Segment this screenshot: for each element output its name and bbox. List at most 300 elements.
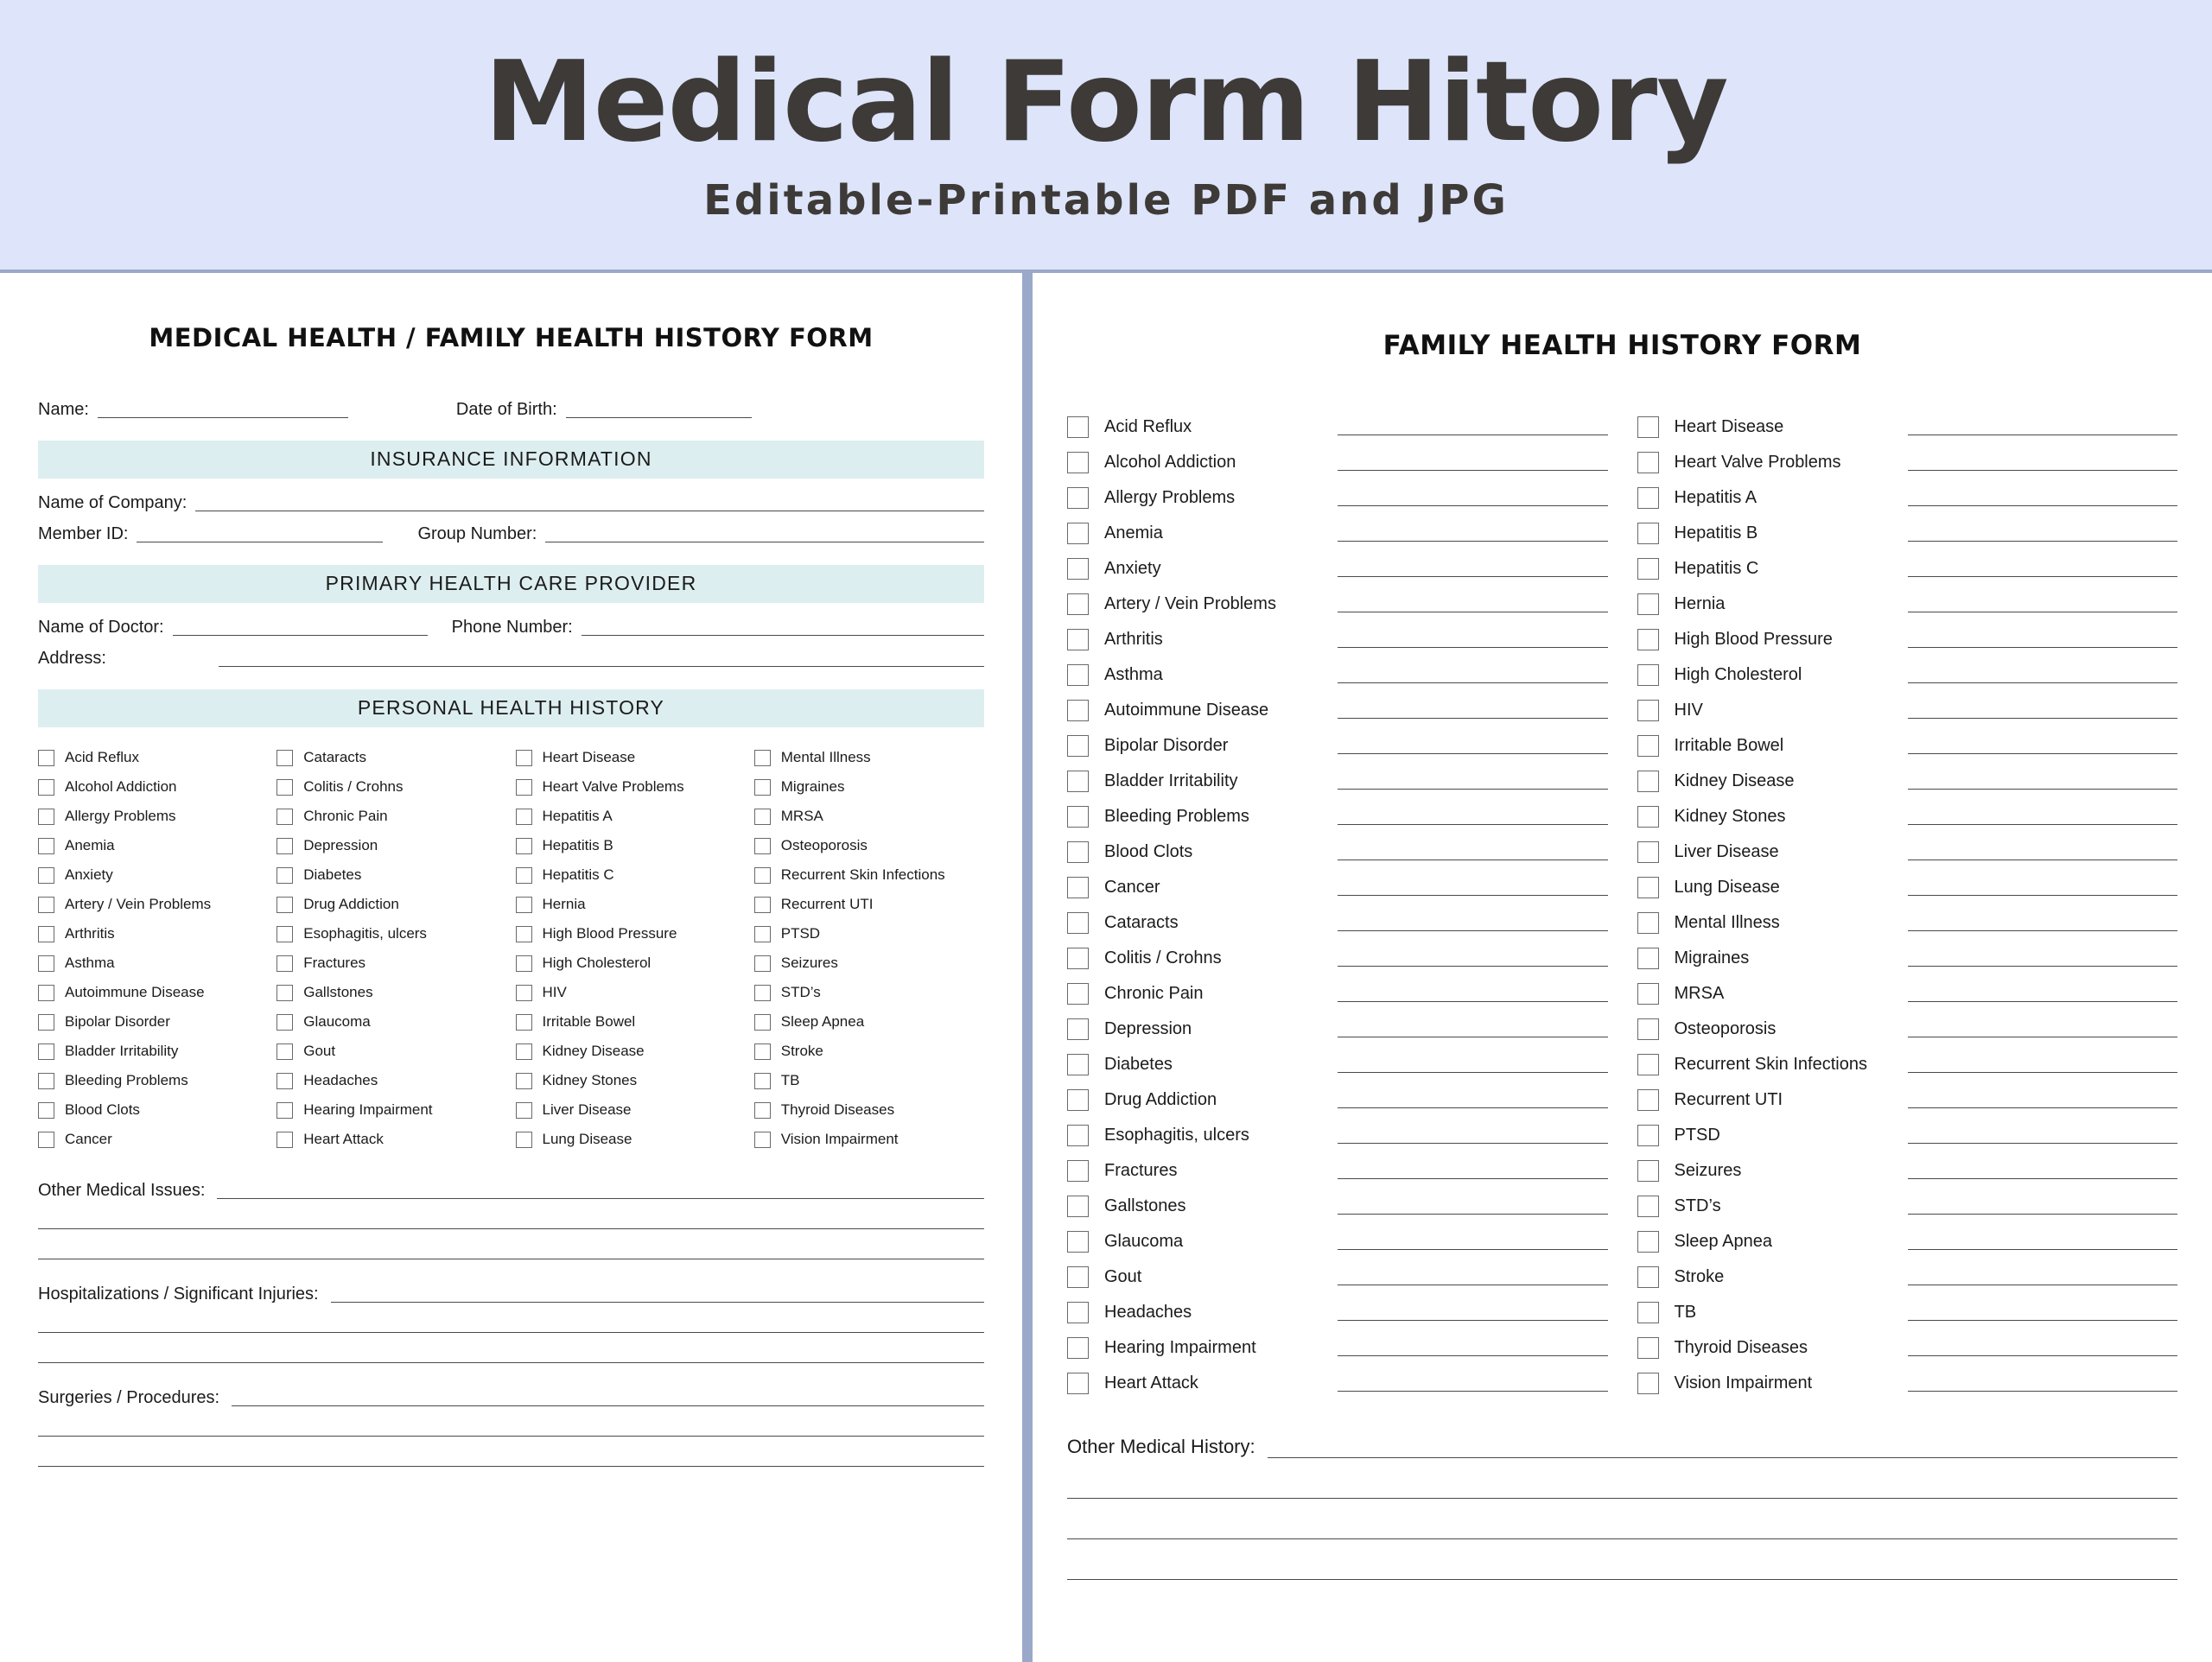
family-condition-row[interactable] [1067,516,1608,551]
family-condition-input[interactable] [1908,809,2178,825]
checkbox[interactable] [1637,664,1659,686]
family-condition-row[interactable] [1067,870,1608,905]
family-condition-row[interactable] [1637,622,2178,657]
surgeries-line-2[interactable] [38,1406,984,1437]
checkbox[interactable] [516,867,532,884]
checkbox[interactable] [1637,700,1659,721]
checkbox[interactable] [754,838,771,854]
family-condition-row[interactable] [1637,976,2178,1012]
phone-input[interactable] [582,617,984,636]
hospitalizations-input[interactable] [331,1284,984,1303]
surgeries-input[interactable] [232,1387,984,1406]
surgeries-line-3[interactable] [38,1437,984,1467]
family-condition-input[interactable] [1338,1093,1608,1108]
checkbox[interactable] [276,1073,293,1089]
condition-checkbox-item[interactable] [276,948,506,978]
checkbox[interactable] [1637,1196,1659,1217]
family-condition-row[interactable] [1637,728,2178,764]
family-condition-row[interactable] [1637,1330,2178,1366]
checkbox[interactable] [754,1014,771,1031]
family-condition-row[interactable] [1067,1012,1608,1047]
checkbox[interactable] [1067,1089,1089,1111]
family-condition-input[interactable] [1908,1128,2178,1144]
family-condition-input[interactable] [1338,916,1608,931]
condition-checkbox-item[interactable] [38,919,268,948]
family-condition-row[interactable] [1637,551,2178,587]
family-condition-row[interactable] [1067,1366,1608,1401]
checkbox[interactable] [754,867,771,884]
checkbox[interactable] [1067,912,1089,934]
condition-checkbox-item[interactable] [276,743,506,772]
family-condition-row[interactable] [1637,1082,2178,1118]
family-condition-input[interactable] [1908,1022,2178,1037]
family-condition-row[interactable] [1637,1366,2178,1401]
checkbox[interactable] [1637,593,1659,615]
family-condition-input[interactable] [1338,1164,1608,1179]
dob-input[interactable] [566,399,752,418]
checkbox[interactable] [516,1044,532,1060]
checkbox[interactable] [1637,629,1659,650]
checkbox[interactable] [38,985,54,1001]
condition-checkbox-item[interactable] [38,802,268,831]
family-condition-input[interactable] [1338,1057,1608,1073]
family-condition-row[interactable] [1067,799,1608,834]
other-history-line-3[interactable] [1067,1499,2177,1539]
checkbox[interactable] [1637,983,1659,1005]
checkbox[interactable] [516,1102,532,1119]
condition-checkbox-item[interactable] [754,919,984,948]
family-condition-row[interactable] [1067,905,1608,941]
condition-checkbox-item[interactable] [38,772,268,802]
family-condition-input[interactable] [1338,1199,1608,1215]
checkbox[interactable] [38,926,54,942]
family-condition-row[interactable] [1067,1295,1608,1330]
family-condition-row[interactable] [1637,1224,2178,1259]
checkbox[interactable] [1067,1018,1089,1040]
checkbox[interactable] [1637,877,1659,898]
checkbox[interactable] [38,897,54,913]
family-condition-row[interactable] [1637,905,2178,941]
checkbox[interactable] [276,779,293,796]
checkbox[interactable] [1637,948,1659,969]
hospitalizations-line-2[interactable] [38,1303,984,1333]
group-number-input[interactable] [545,523,984,542]
checkbox[interactable] [1637,1231,1659,1253]
checkbox[interactable] [1637,1266,1659,1288]
family-condition-row[interactable] [1067,1224,1608,1259]
checkbox[interactable] [276,750,293,766]
condition-checkbox-item[interactable] [754,890,984,919]
family-condition-input[interactable] [1908,1376,2178,1392]
checkbox[interactable] [1067,629,1089,650]
condition-checkbox-item[interactable] [516,948,746,978]
checkbox[interactable] [38,838,54,854]
family-condition-row[interactable] [1067,445,1608,480]
family-condition-input[interactable] [1908,951,2178,967]
condition-checkbox-item[interactable] [276,831,506,860]
checkbox[interactable] [1067,771,1089,792]
checkbox[interactable] [276,1102,293,1119]
checkbox[interactable] [754,926,771,942]
condition-checkbox-item[interactable] [754,743,984,772]
checkbox[interactable] [1637,487,1659,509]
family-condition-input[interactable] [1338,455,1608,471]
checkbox[interactable] [276,809,293,825]
other-history-line-4[interactable] [1067,1539,2177,1580]
checkbox[interactable] [276,955,293,972]
family-condition-input[interactable] [1908,1057,2178,1073]
checkbox[interactable] [1637,912,1659,934]
family-condition-input[interactable] [1908,1093,2178,1108]
checkbox[interactable] [516,1014,532,1031]
checkbox[interactable] [276,1132,293,1148]
condition-checkbox-item[interactable] [516,1007,746,1037]
family-condition-row[interactable] [1067,657,1608,693]
checkbox[interactable] [1637,1160,1659,1182]
condition-checkbox-item[interactable] [516,772,746,802]
checkbox[interactable] [1637,452,1659,473]
checkbox[interactable] [1067,806,1089,828]
family-condition-input[interactable] [1338,597,1608,612]
family-condition-input[interactable] [1338,1022,1608,1037]
condition-checkbox-item[interactable] [516,1066,746,1095]
family-condition-row[interactable] [1637,764,2178,799]
family-condition-input[interactable] [1908,1341,2178,1356]
checkbox[interactable] [1637,558,1659,580]
family-condition-input[interactable] [1908,1164,2178,1179]
checkbox[interactable] [1067,841,1089,863]
family-condition-input[interactable] [1338,703,1608,719]
family-condition-input[interactable] [1908,703,2178,719]
condition-checkbox-item[interactable] [516,1125,746,1154]
condition-checkbox-item[interactable] [754,1007,984,1037]
family-condition-input[interactable] [1338,1270,1608,1285]
checkbox[interactable] [754,1044,771,1060]
other-history-input[interactable] [1268,1437,2177,1458]
condition-checkbox-item[interactable] [516,831,746,860]
family-condition-row[interactable] [1067,551,1608,587]
checkbox[interactable] [1067,983,1089,1005]
company-input[interactable] [195,492,984,511]
family-condition-input[interactable] [1338,845,1608,860]
checkbox[interactable] [276,985,293,1001]
family-condition-input[interactable] [1908,632,2178,648]
condition-checkbox-item[interactable] [38,860,268,890]
condition-checkbox-item[interactable] [38,948,268,978]
checkbox[interactable] [1067,1125,1089,1146]
family-condition-row[interactable] [1067,409,1608,445]
checkbox[interactable] [1067,1054,1089,1075]
family-condition-row[interactable] [1637,941,2178,976]
family-condition-input[interactable] [1338,951,1608,967]
checkbox[interactable] [754,809,771,825]
checkbox[interactable] [1067,735,1089,757]
checkbox[interactable] [1637,1089,1659,1111]
family-condition-input[interactable] [1908,845,2178,860]
checkbox[interactable] [516,955,532,972]
family-condition-row[interactable] [1067,587,1608,622]
family-condition-row[interactable] [1067,1118,1608,1153]
checkbox[interactable] [38,1073,54,1089]
checkbox[interactable] [1067,1231,1089,1253]
family-condition-input[interactable] [1908,739,2178,754]
checkbox[interactable] [276,926,293,942]
checkbox[interactable] [516,926,532,942]
checkbox[interactable] [1067,523,1089,544]
checkbox[interactable] [38,750,54,766]
family-condition-input[interactable] [1338,1234,1608,1250]
family-condition-input[interactable] [1908,668,2178,683]
checkbox[interactable] [1067,700,1089,721]
family-condition-input[interactable] [1908,455,2178,471]
condition-checkbox-item[interactable] [276,919,506,948]
checkbox[interactable] [1637,523,1659,544]
family-condition-input[interactable] [1908,916,2178,931]
family-condition-input[interactable] [1338,668,1608,683]
family-condition-row[interactable] [1067,976,1608,1012]
checkbox[interactable] [1067,593,1089,615]
condition-checkbox-item[interactable] [38,831,268,860]
doctor-input[interactable] [173,617,428,636]
family-condition-row[interactable] [1637,1295,2178,1330]
checkbox[interactable] [1067,1196,1089,1217]
family-condition-row[interactable] [1637,1118,2178,1153]
family-condition-row[interactable] [1637,1259,2178,1295]
family-condition-input[interactable] [1338,632,1608,648]
family-condition-input[interactable] [1908,880,2178,896]
condition-checkbox-item[interactable] [38,1007,268,1037]
condition-checkbox-item[interactable] [754,772,984,802]
checkbox[interactable] [1067,1302,1089,1323]
condition-checkbox-item[interactable] [516,919,746,948]
condition-checkbox-item[interactable] [516,802,746,831]
family-condition-row[interactable] [1067,728,1608,764]
condition-checkbox-item[interactable] [754,948,984,978]
condition-checkbox-item[interactable] [516,890,746,919]
condition-checkbox-item[interactable] [516,1037,746,1066]
checkbox[interactable] [1067,948,1089,969]
checkbox[interactable] [1067,1160,1089,1182]
checkbox[interactable] [516,779,532,796]
family-condition-row[interactable] [1637,693,2178,728]
checkbox[interactable] [1067,1337,1089,1359]
other-history-line-2[interactable] [1067,1458,2177,1499]
family-condition-row[interactable] [1637,1189,2178,1224]
condition-checkbox-item[interactable] [754,1095,984,1125]
condition-checkbox-item[interactable] [38,890,268,919]
condition-checkbox-item[interactable] [276,860,506,890]
family-condition-input[interactable] [1338,1305,1608,1321]
checkbox[interactable] [276,897,293,913]
family-condition-input[interactable] [1338,739,1608,754]
condition-checkbox-item[interactable] [38,1066,268,1095]
checkbox[interactable] [516,897,532,913]
checkbox[interactable] [1067,416,1089,438]
family-condition-input[interactable] [1908,1270,2178,1285]
family-condition-input[interactable] [1338,1376,1608,1392]
family-condition-row[interactable] [1067,1153,1608,1189]
family-condition-row[interactable] [1637,1153,2178,1189]
checkbox[interactable] [1637,1125,1659,1146]
member-id-input[interactable] [137,523,383,542]
family-condition-input[interactable] [1908,1305,2178,1321]
checkbox[interactable] [38,809,54,825]
other-issues-input[interactable] [217,1180,984,1199]
checkbox[interactable] [1637,1018,1659,1040]
condition-checkbox-item[interactable] [276,1066,506,1095]
checkbox[interactable] [754,1073,771,1089]
condition-checkbox-item[interactable] [516,860,746,890]
family-condition-row[interactable] [1067,1189,1608,1224]
checkbox[interactable] [1067,1373,1089,1394]
family-condition-input[interactable] [1338,491,1608,506]
family-condition-input[interactable] [1908,986,2178,1002]
checkbox[interactable] [516,1073,532,1089]
checkbox[interactable] [276,1044,293,1060]
family-condition-input[interactable] [1908,597,2178,612]
condition-checkbox-item[interactable] [276,1037,506,1066]
family-condition-row[interactable] [1067,1330,1608,1366]
family-condition-row[interactable] [1637,409,2178,445]
checkbox[interactable] [1637,1337,1659,1359]
checkbox[interactable] [38,955,54,972]
condition-checkbox-item[interactable] [276,772,506,802]
family-condition-row[interactable] [1067,1259,1608,1295]
checkbox[interactable] [38,1102,54,1119]
checkbox[interactable] [276,1014,293,1031]
checkbox[interactable] [38,779,54,796]
checkbox[interactable] [1637,1373,1659,1394]
checkbox[interactable] [1637,1054,1659,1075]
checkbox[interactable] [276,838,293,854]
checkbox[interactable] [1637,1302,1659,1323]
other-issues-line-2[interactable] [38,1199,984,1229]
family-condition-row[interactable] [1637,445,2178,480]
family-condition-input[interactable] [1338,561,1608,577]
family-condition-input[interactable] [1908,1199,2178,1215]
family-condition-row[interactable] [1067,1047,1608,1082]
checkbox[interactable] [1637,416,1659,438]
address-input[interactable] [219,648,984,667]
checkbox[interactable] [754,897,771,913]
checkbox[interactable] [276,867,293,884]
checkbox[interactable] [516,985,532,1001]
checkbox[interactable] [516,1132,532,1148]
family-condition-input[interactable] [1338,1341,1608,1356]
checkbox[interactable] [1067,452,1089,473]
condition-checkbox-item[interactable] [276,890,506,919]
condition-checkbox-item[interactable] [38,743,268,772]
family-condition-row[interactable] [1637,1012,2178,1047]
name-input[interactable] [98,399,348,418]
family-condition-row[interactable] [1637,516,2178,551]
condition-checkbox-item[interactable] [38,1095,268,1125]
family-condition-row[interactable] [1637,870,2178,905]
other-issues-line-3[interactable] [38,1229,984,1259]
checkbox[interactable] [754,985,771,1001]
condition-checkbox-item[interactable] [516,1095,746,1125]
condition-checkbox-item[interactable] [276,1125,506,1154]
checkbox[interactable] [1067,487,1089,509]
family-condition-input[interactable] [1338,420,1608,435]
checkbox[interactable] [38,1132,54,1148]
condition-checkbox-item[interactable] [754,831,984,860]
checkbox[interactable] [1067,664,1089,686]
checkbox[interactable] [1067,877,1089,898]
checkbox[interactable] [1067,558,1089,580]
family-condition-input[interactable] [1338,986,1608,1002]
family-condition-input[interactable] [1908,1234,2178,1250]
checkbox[interactable] [38,1014,54,1031]
family-condition-row[interactable] [1067,941,1608,976]
family-condition-input[interactable] [1908,561,2178,577]
family-condition-row[interactable] [1637,480,2178,516]
family-condition-input[interactable] [1338,526,1608,542]
family-condition-input[interactable] [1908,420,2178,435]
condition-checkbox-item[interactable] [38,1125,268,1154]
family-condition-row[interactable] [1637,1047,2178,1082]
family-condition-row[interactable] [1067,693,1608,728]
checkbox[interactable] [754,750,771,766]
condition-checkbox-item[interactable] [754,1125,984,1154]
condition-checkbox-item[interactable] [276,802,506,831]
condition-checkbox-item[interactable] [516,978,746,1007]
checkbox[interactable] [516,750,532,766]
checkbox[interactable] [38,867,54,884]
condition-checkbox-item[interactable] [276,1095,506,1125]
condition-checkbox-item[interactable] [276,978,506,1007]
checkbox[interactable] [754,1102,771,1119]
checkbox[interactable] [1637,735,1659,757]
family-condition-input[interactable] [1338,774,1608,790]
hospitalizations-line-3[interactable] [38,1333,984,1363]
condition-checkbox-item[interactable] [38,1037,268,1066]
checkbox[interactable] [38,1044,54,1060]
condition-checkbox-item[interactable] [38,978,268,1007]
family-condition-row[interactable] [1637,657,2178,693]
checkbox[interactable] [1637,841,1659,863]
family-condition-input[interactable] [1338,809,1608,825]
checkbox[interactable] [516,809,532,825]
checkbox[interactable] [1637,806,1659,828]
family-condition-row[interactable] [1067,764,1608,799]
family-condition-row[interactable] [1067,480,1608,516]
family-condition-input[interactable] [1338,880,1608,896]
condition-checkbox-item[interactable] [754,802,984,831]
family-condition-row[interactable] [1067,834,1608,870]
condition-checkbox-item[interactable] [754,1066,984,1095]
condition-checkbox-item[interactable] [516,743,746,772]
checkbox[interactable] [516,838,532,854]
checkbox[interactable] [754,955,771,972]
checkbox[interactable] [1067,1266,1089,1288]
condition-checkbox-item[interactable] [754,978,984,1007]
family-condition-input[interactable] [1908,491,2178,506]
family-condition-input[interactable] [1338,1128,1608,1144]
family-condition-row[interactable] [1637,799,2178,834]
family-condition-row[interactable] [1637,587,2178,622]
family-condition-input[interactable] [1908,526,2178,542]
checkbox[interactable] [754,779,771,796]
family-condition-input[interactable] [1908,774,2178,790]
family-condition-row[interactable] [1637,834,2178,870]
checkbox[interactable] [754,1132,771,1148]
checkbox[interactable] [1637,771,1659,792]
family-condition-row[interactable] [1067,622,1608,657]
condition-checkbox-item[interactable] [276,1007,506,1037]
family-condition-row[interactable] [1067,1082,1608,1118]
condition-checkbox-item[interactable] [754,860,984,890]
